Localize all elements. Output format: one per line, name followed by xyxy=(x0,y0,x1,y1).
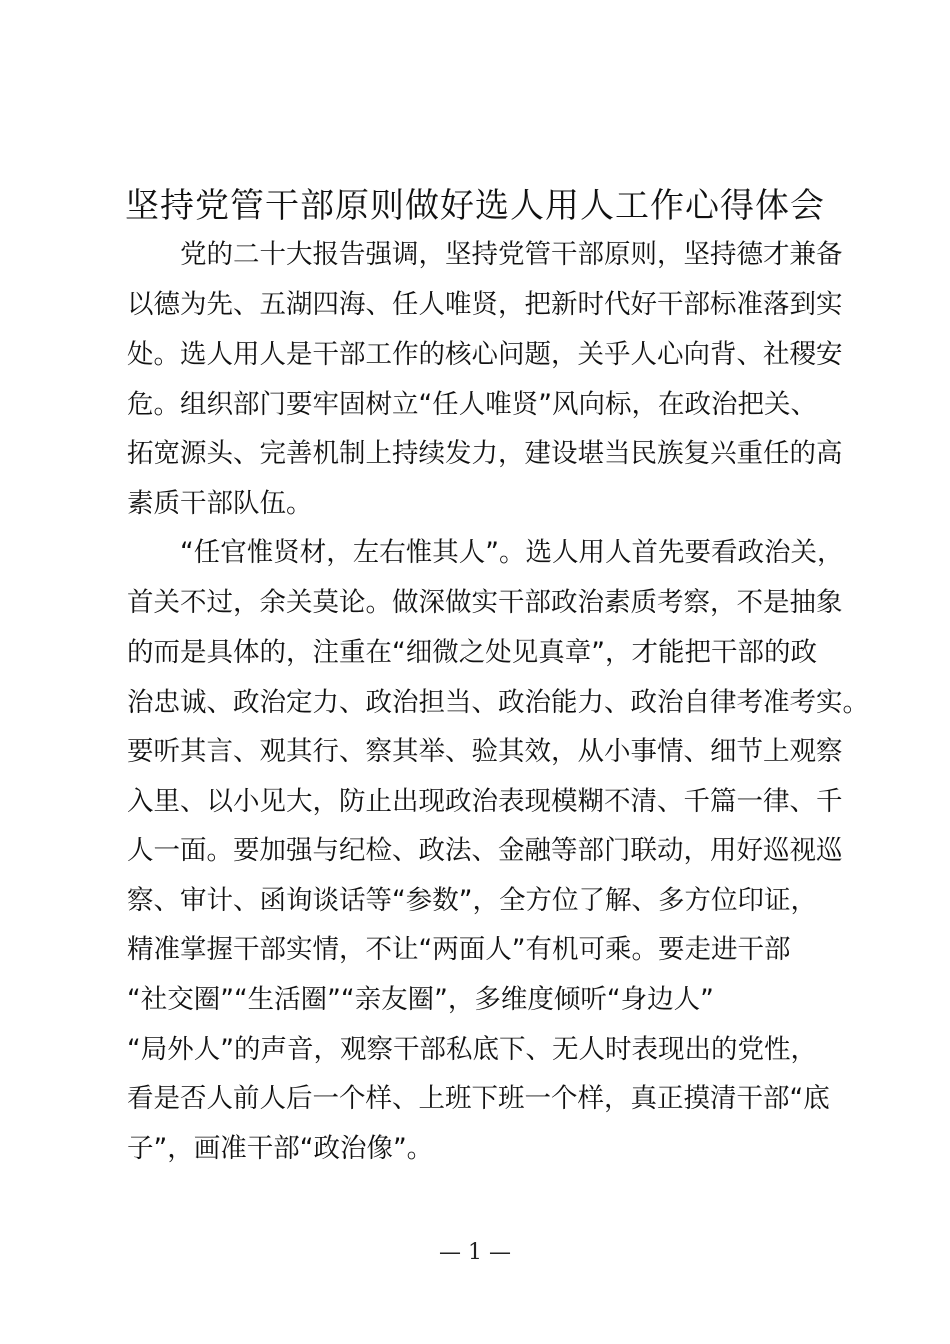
text-line: 危。组织部门要牢固树立“任人唯贤”风向标，在政治把关、 xyxy=(127,389,817,420)
text-line: 素质干部队伍。 xyxy=(127,488,313,519)
text-line: 人一面。要加强与纪检、政法、金融等部门联动，用好巡视巡 xyxy=(127,835,843,866)
text-line: 以德为先、五湖四海、任人唯贤，把新时代好干部标准落到实 xyxy=(127,289,843,320)
text-line: 治忠诚、政治定力、政治担当、政治能力、政治自律考准考实。 xyxy=(127,687,869,718)
page-number: — 1 — xyxy=(439,1240,511,1265)
text-line: 的而是具体的，注重在“细微之处见真章”，才能把干部的政 xyxy=(127,637,817,668)
page-title: 坚持党管干部原则做好选人用人工作心得体会 xyxy=(125,186,825,226)
text-line: 入里、以小见大，防止出现政治表现模糊不清、千篇一律、千 xyxy=(127,786,843,817)
text-line: “任官惟贤材，左右惟其人”。选人用人首先要看政治关， xyxy=(180,537,844,568)
text-line: 处。选人用人是干部工作的核心问题，关乎人心向背、社稷安 xyxy=(127,339,843,370)
text-line: “社交圈”“生活圈”“亲友圈”，多维度倾听“身边人” xyxy=(127,984,714,1015)
text-line: 察、审计、函询谈话等“参数”，全方位了解、多方位印证， xyxy=(127,885,817,916)
text-line: 看是否人前人后一个样、上班下班一个样，真正摸清干部“底 xyxy=(127,1083,830,1114)
text-line: 党的二十大报告强调，坚持党管干部原则，坚持德才兼备 xyxy=(180,239,843,270)
text-line: 拓宽源头、完善机制上持续发力，建设堪当民族复兴重任的高 xyxy=(127,438,843,469)
text-line: 要听其言、观其行、察其举、验其效，从小事情、细节上观察 xyxy=(127,736,843,767)
text-line: 子”，画准干部“政治像”。 xyxy=(127,1133,434,1164)
text-line: 精准掌握干部实情，不让“两面人”有机可乘。要走进干部 xyxy=(127,934,791,965)
text-line: “局外人”的声音，观察干部私底下、无人时表现出的党性， xyxy=(127,1034,817,1065)
text-line: 首关不过，余关莫论。做深做实干部政治素质考察，不是抽象 xyxy=(127,587,843,618)
